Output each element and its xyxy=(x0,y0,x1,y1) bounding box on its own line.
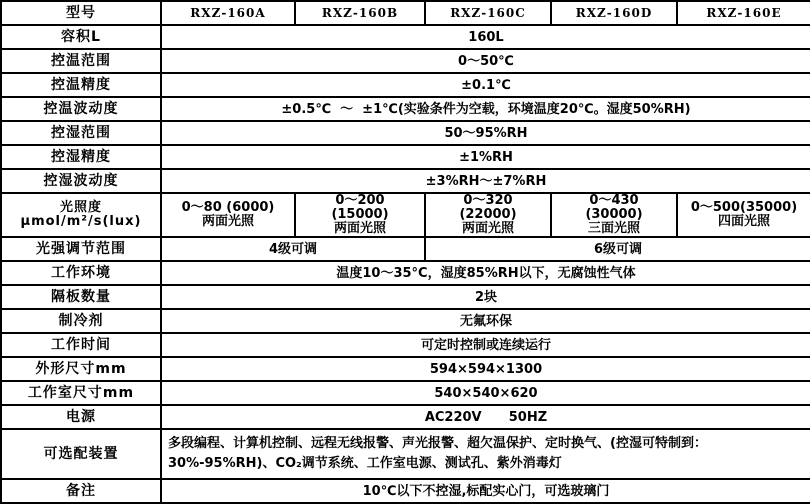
label-humidity-range: 控湿范围 xyxy=(1,121,161,145)
label-temp-range: 控温范围 xyxy=(1,49,161,73)
value-outer-size: 594×594×1300 xyxy=(161,357,810,381)
value-temp-range: 0～50℃ xyxy=(161,49,810,73)
lux-c-line3: 两面光照 xyxy=(461,221,514,236)
row-temp-range xyxy=(1,49,810,73)
label-illuminance-line2: μmol/m²/s(lux) xyxy=(20,214,142,229)
lux-a-line2: 两面光照 xyxy=(201,214,254,229)
value-temp-fluctuation: ±0.5℃ ～ ±1℃(实验条件为空载，环境温度20℃。湿度50%RH) xyxy=(161,97,810,121)
value-capacity: 160L xyxy=(161,25,810,49)
value-notes: 10℃以下不控湿,标配实心门，可选玻璃门 xyxy=(161,479,810,503)
value-light-adjust-left: 4级可调 xyxy=(161,237,425,261)
lux-a-line1: 0～80 (6000) xyxy=(181,200,275,215)
row-humidity-range xyxy=(1,121,810,145)
label-notes: 备注 xyxy=(1,479,161,503)
lux-cell-e xyxy=(677,193,810,237)
label-temp-precision: 控温精度 xyxy=(1,73,161,97)
row-shelves xyxy=(1,285,810,309)
label-work-time: 工作时间 xyxy=(1,333,161,357)
model-e: RXZ-160E xyxy=(677,1,810,25)
value-humidity-fluctuation: ±3%RH～±7%RH xyxy=(161,169,810,193)
value-chamber-size: 540×540×620 xyxy=(161,381,810,405)
value-temp-precision: ±0.1℃ xyxy=(161,73,810,97)
value-shelves: 2块 xyxy=(161,285,810,309)
label-illuminance-line1: 光照度 xyxy=(59,200,102,215)
lux-c-line1: 0～320 xyxy=(463,194,513,208)
lux-d-line2: (30000) xyxy=(585,207,643,222)
label-light-adjust: 光强调节范围 xyxy=(1,237,161,261)
model-c: RXZ-160C xyxy=(425,1,551,25)
row-humidity-fluctuation xyxy=(1,169,810,193)
row-refrigerant xyxy=(1,309,810,333)
row-capacity xyxy=(1,25,810,49)
label-outer-size: 外形尺寸mm xyxy=(1,357,161,381)
value-light-adjust-right: 6级可调 xyxy=(425,237,810,261)
lux-cell-c xyxy=(425,193,551,237)
value-environment: 温度10～35°C，湿度85%RH以下，无腐蚀性气体 xyxy=(161,261,810,285)
model-a: RXZ-160A xyxy=(161,1,295,25)
row-temp-precision xyxy=(1,73,810,97)
lux-cell-a xyxy=(161,193,295,237)
label-chamber-size: 工作室尺寸mm xyxy=(1,381,161,405)
lux-b-line2: (15000) xyxy=(331,207,389,222)
row-power xyxy=(1,405,810,429)
row-work-time xyxy=(1,333,810,357)
lux-c-line2: (22000) xyxy=(459,207,517,222)
lux-d-line1: 0～430 xyxy=(589,194,639,208)
label-illuminance xyxy=(1,193,161,237)
row-chamber-size xyxy=(1,381,810,405)
label-power: 电源 xyxy=(1,405,161,429)
model-b: RXZ-160B xyxy=(295,1,425,25)
lux-b-line3: 两面光照 xyxy=(333,221,386,236)
label-capacity: 容积L xyxy=(1,25,161,49)
row-humidity-precision xyxy=(1,145,810,169)
row-model xyxy=(1,1,810,25)
label-environment: 工作环境 xyxy=(1,261,161,285)
label-temp-fluctuation: 控温波动度 xyxy=(1,97,161,121)
lux-b-line1: 0～200 xyxy=(335,194,385,208)
label-options: 可选配装置 xyxy=(1,429,161,479)
row-light-adjust xyxy=(1,237,810,261)
lux-e-line1: 0～500(35000) xyxy=(690,200,798,215)
value-refrigerant: 无氟环保 xyxy=(161,309,810,333)
value-work-time: 可定时控制或连续运行 xyxy=(161,333,810,357)
row-options xyxy=(1,429,810,479)
label-refrigerant: 制冷剂 xyxy=(1,309,161,333)
lux-cell-d xyxy=(551,193,677,237)
label-shelves: 隔板数量 xyxy=(1,285,161,309)
label-model: 型号 xyxy=(1,1,161,25)
lux-d-line3: 三面光照 xyxy=(587,221,640,236)
lux-e-line2: 四面光照 xyxy=(717,214,770,229)
row-illuminance xyxy=(1,193,810,237)
value-humidity-precision: ±1%RH xyxy=(161,145,810,169)
value-power: AC220V 50HZ xyxy=(161,405,810,429)
row-notes xyxy=(1,479,810,503)
row-outer-size xyxy=(1,357,810,381)
value-humidity-range: 50～95%RH xyxy=(161,121,810,145)
label-humidity-fluctuation: 控湿波动度 xyxy=(1,169,161,193)
row-environment xyxy=(1,261,810,285)
value-options: 多段编程、计算机控制、远程无线报警、声光报警、超欠温保护、定时换气、(控湿可特制到：30%-95%RH)、CO₂调节系统、工作室电源、测试孔、紫外消毒灯 xyxy=(161,429,810,479)
row-temp-fluctuation xyxy=(1,97,810,121)
lux-cell-b xyxy=(295,193,425,237)
model-d: RXZ-160D xyxy=(551,1,677,25)
label-humidity-precision: 控湿精度 xyxy=(1,145,161,169)
